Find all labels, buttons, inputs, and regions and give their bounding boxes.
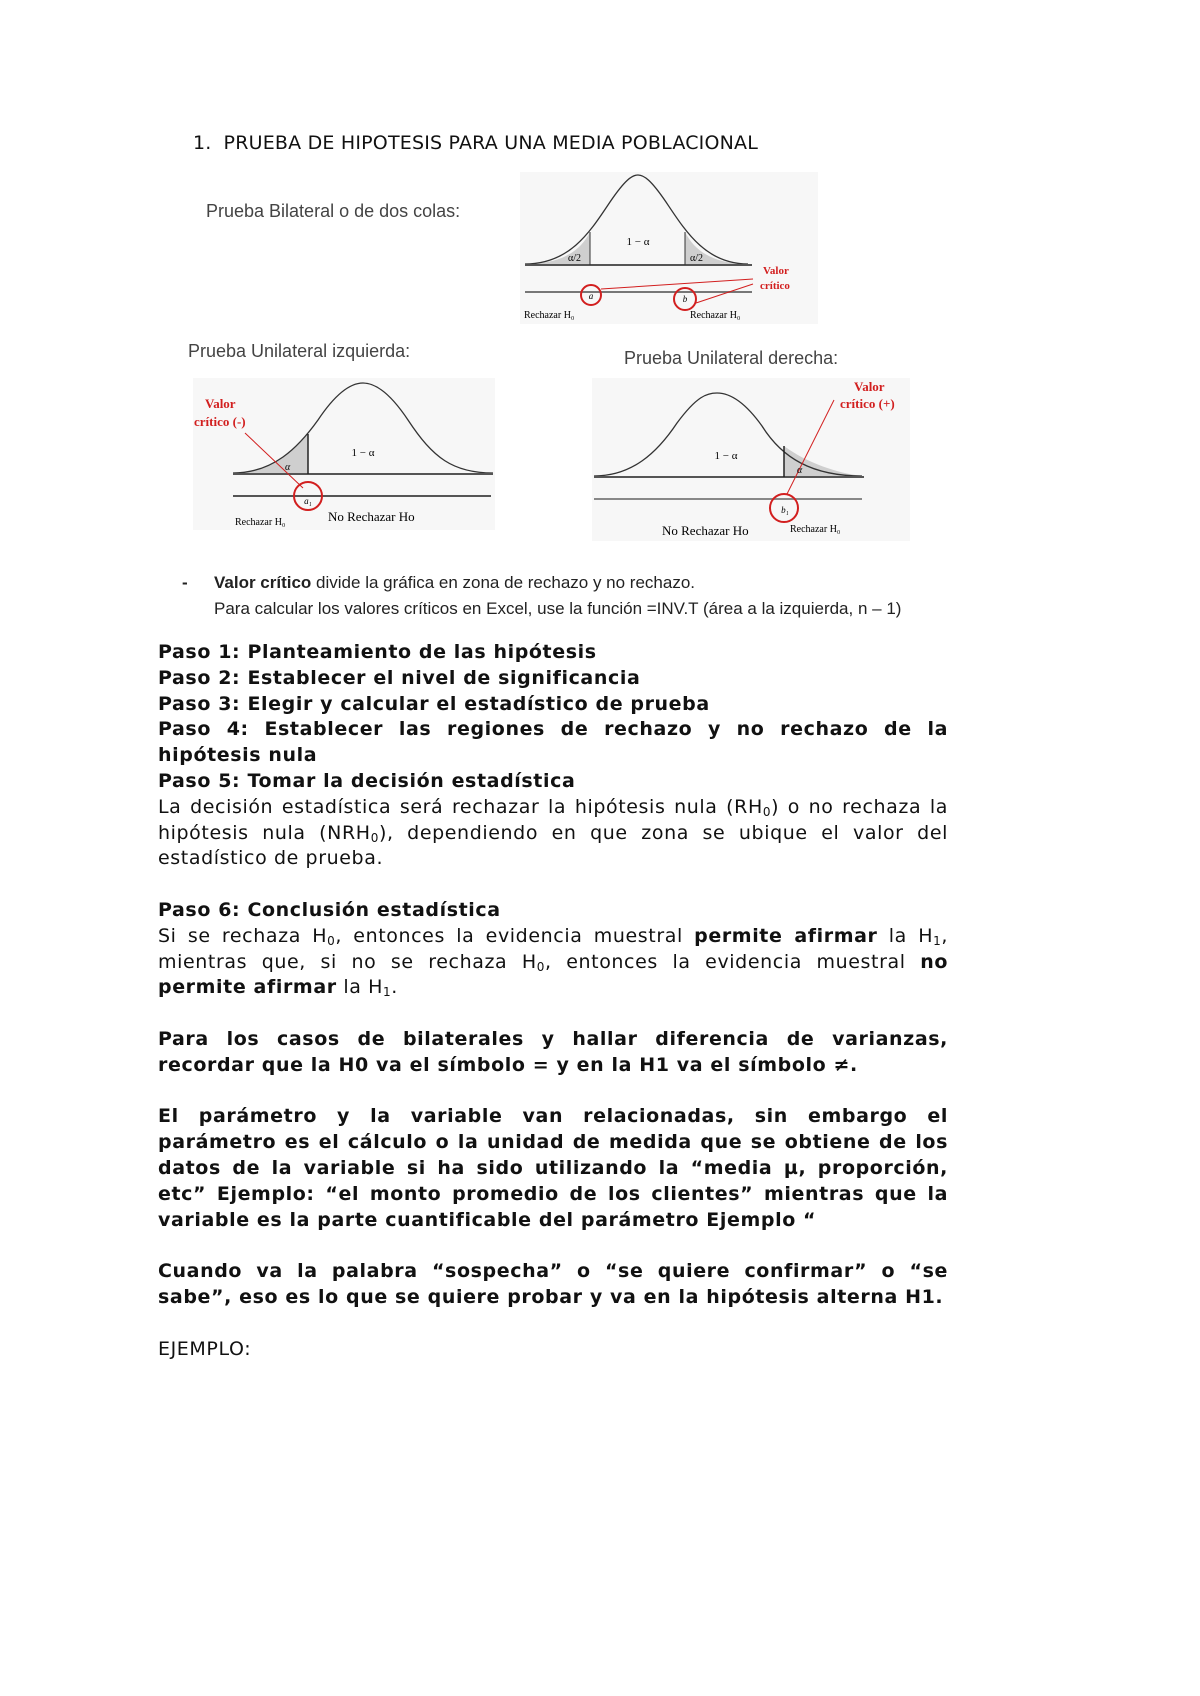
ejemplo-label: EJEMPLO: (158, 1337, 252, 1360)
left-reject: Rechazar H₀ (235, 517, 286, 528)
bilateral-tail-left: α/2 (568, 253, 582, 264)
left-critical-2: crítico (-) (194, 414, 246, 429)
right-critical-1: Valor (854, 379, 885, 394)
step-3: Paso 3: Elegir y calcular el estadístico de prueba (158, 692, 710, 715)
bilateral-tail-right: α/2 (690, 253, 704, 264)
bilateral-point-b: b (682, 294, 688, 304)
bilateral-center-label: 1 − α (626, 236, 650, 248)
bullet-dash: - (182, 573, 188, 592)
note-line1: divide la gráfica en zona de rechazo y no rechazo. (311, 573, 696, 592)
step-4: Paso 4: Establecer las regiones de rechazo y no rechazo de la hipótesis nula (158, 718, 948, 767)
paragraph-bilateral: Para los casos de bilaterales y hallar diferencia de varianzas, recordar que la H0 va el símbolo = y en la H1 va el símbolo ≠. (158, 1027, 948, 1076)
note-bold: Valor crítico (214, 573, 312, 592)
step-2: Paso 2: Establecer el nivel de significancia (158, 666, 641, 689)
right-critical-2: crítico (+) (840, 396, 895, 411)
critical-value-note (182, 570, 901, 622)
heading-number: 1. (193, 132, 212, 154)
bilateral-critical-1: Valor (763, 265, 789, 277)
bilateral-reject-right: Rechazar H₀ (690, 310, 741, 321)
bilateral-reject-left: Rechazar H₀ (524, 310, 575, 321)
left-point: a₁ (304, 496, 312, 506)
paragraph-parametro: El parámetro y la variable van relacionadas, sin embargo el parámetro es el cálculo o la unidad de medida que se obtiene de los datos de la variable si ha sido utilizando la “media µ, proporción, etc” Ejemplo: “el monto promedio de los clientes” mientras que la variable es la parte cuantificable del parámetro Ejemplo “ (158, 1105, 948, 1231)
right-tail-alpha: α (797, 465, 803, 476)
right-tail-diagram (592, 378, 910, 541)
heading-title: PRUEBA DE HIPOTESIS PARA UNA MEDIA POBLACIONAL (223, 132, 759, 154)
left-tail-diagram (193, 378, 495, 530)
bilateral-diagram (520, 172, 818, 324)
right-point: b₁ (781, 505, 789, 515)
right-reject: Rechazar H₀ (790, 524, 841, 535)
note-line2: Para calcular los valores críticos en Excel, use la función =INV.T (área a la izquierda, n – 1) (214, 599, 902, 618)
bilateral-point-a: a (588, 291, 594, 301)
step-6: Paso 6: Conclusión estadística (158, 898, 501, 921)
left-center-label: 1 − α (351, 447, 375, 459)
step-6-text: Si se rechaza $H_0$, entonces la evidencia muestral permite afirmar la $H_1$, mientras que, si no se rechaza $H_0$, entonces la evidencia muestral no permite afirmar la $H_1$. (158, 924, 948, 1000)
right-no-reject: No Rechazar Ho (662, 523, 749, 538)
left-critical-1: Valor (205, 396, 236, 411)
step-1: Paso 1: Planteamiento de las hipótesis (158, 641, 597, 663)
right-tail-label: Prueba Unilateral derecha: (624, 348, 839, 368)
left-no-reject: No Rechazar Ho (328, 509, 415, 524)
left-tail-label: Prueba Unilateral izquierda: (188, 341, 411, 361)
bilateral-critical-2: crítico (760, 280, 790, 292)
paragraph-sospecha: Cuando va la palabra “sospecha” o “se quiere confirmar” o “se sabe”, eso es lo que se quiere probar y va en la hipótesis alterna H1. (158, 1260, 948, 1308)
bilateral-label: Prueba Bilateral o de dos colas: (206, 201, 461, 221)
right-center-label: 1 − α (714, 450, 738, 462)
step-5-text: La decisión estadística será rechazar la hipótesis nula $(RH_0)$ o no rechaza la hipótesis nula $(NRH_0)$, dependiendo en que zona se ubique el valor del estadístico de prueba. (158, 795, 948, 870)
section-heading (193, 132, 758, 154)
body-text (158, 640, 948, 1362)
left-tail-alpha: α (285, 462, 291, 473)
step-5: Paso 5: Tomar la decisión estadística (158, 769, 576, 792)
